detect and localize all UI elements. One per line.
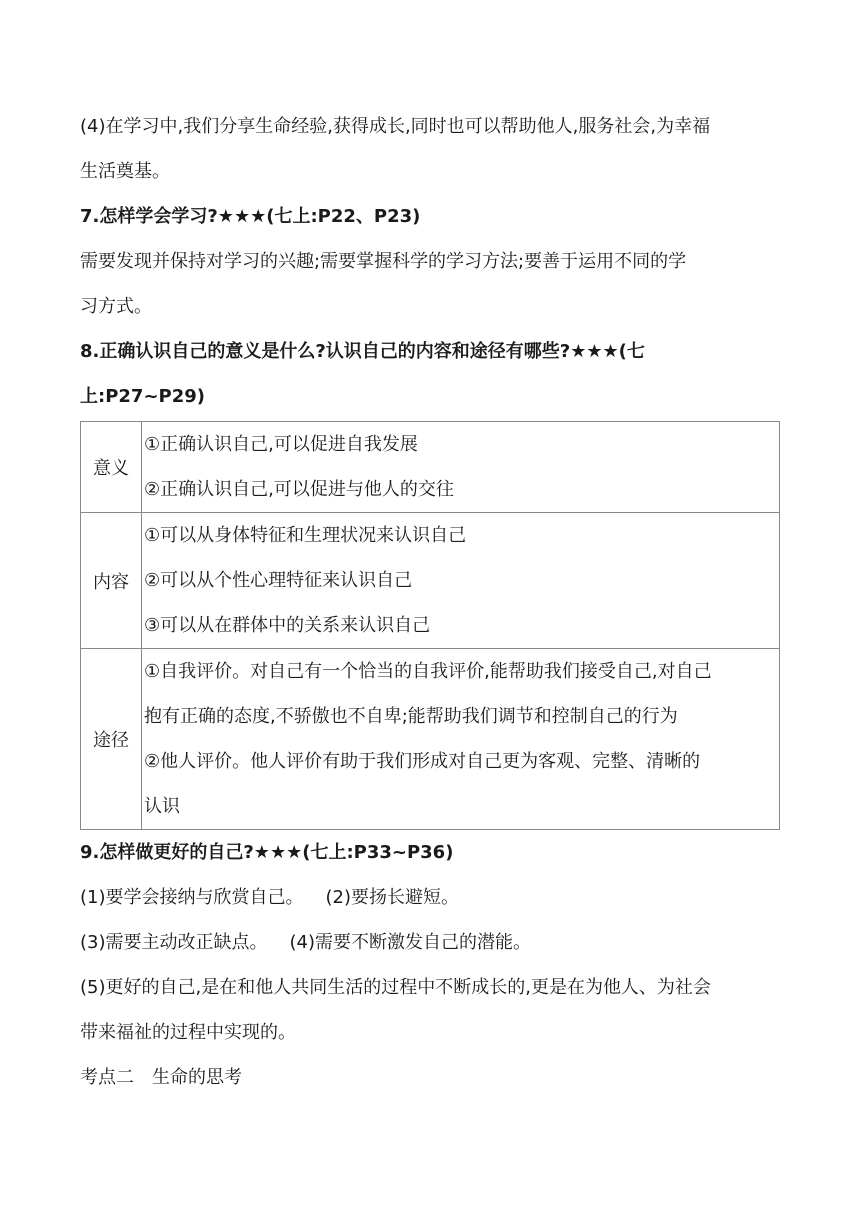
question-9-item-5 — [80, 965, 780, 1055]
cell-line: ①可以从身体特征和生理状况来认识自己 — [144, 525, 467, 546]
cell-line: ②正确认识自己,可以促进与他人的交往 — [144, 479, 454, 500]
section-title: 生命的思考 — [152, 1067, 242, 1088]
row-value — [142, 422, 780, 513]
cell-line: ②他人评价。他人评价有助于我们形成对自己更为客观、完整、清晰的 — [144, 751, 701, 772]
intro-paragraph — [80, 104, 780, 194]
row-key-meaning: 意义 — [81, 422, 142, 513]
question-7-heading: 7.怎样学会学习?★★★(七上:P22、P23) — [80, 206, 421, 227]
document-page — [80, 104, 780, 1100]
q7-answer-line-1: 需要发现并保持对学习的兴趣;需要掌握科学的学习方法;要善于运用不同的学 — [80, 251, 687, 272]
self-knowledge-table — [80, 421, 780, 830]
table-row — [81, 513, 780, 649]
table-row — [81, 649, 780, 830]
row-key-approach: 途径 — [81, 649, 142, 830]
cell-line: ③可以从在群体中的关系来认识自己 — [144, 615, 431, 636]
q8-title-line-1: 8.正确认识自己的意义是什么?认识自己的内容和途径有哪些?★★★(七 — [80, 341, 645, 362]
q9-item-3: (3)需要主动改正缺点。 — [80, 932, 268, 953]
row-value — [142, 649, 780, 830]
intro-line-2: 生活奠基。 — [80, 161, 170, 182]
section-label: 考点二 — [80, 1067, 134, 1088]
q8-title-line-2: 上:P27~P29) — [80, 386, 205, 407]
section-heading — [80, 1055, 780, 1100]
question-9-items-row-1 — [80, 875, 780, 920]
question-9-items-row-2 — [80, 920, 780, 965]
q9-item-2: (2)要扬长避短。 — [325, 887, 459, 908]
question-7-answer — [80, 239, 780, 329]
q9-item-4: (4)需要不断激发自己的潜能。 — [289, 932, 531, 953]
row-key-content: 内容 — [81, 513, 142, 649]
question-9-heading: 9.怎样做更好的自己?★★★(七上:P33~P36) — [80, 842, 454, 863]
cell-line: ②可以从个性心理特征来认识自己 — [144, 570, 413, 591]
row-value — [142, 513, 780, 649]
q9-item-5-line-2: 带来福祉的过程中实现的。 — [80, 1022, 296, 1043]
cell-line: 认识 — [144, 796, 180, 817]
q9-item-5-line-1: (5)更好的自己,是在和他人共同生活的过程中不断成长的,更是在为他人、为社会 — [80, 977, 711, 998]
cell-line: ①正确认识自己,可以促进自我发展 — [144, 434, 418, 455]
intro-line-1: (4)在学习中,我们分享生命经验,获得成长,同时也可以帮助他人,服务社会,为幸福 — [80, 116, 711, 137]
question-8-heading — [80, 329, 780, 419]
cell-line: ①自我评价。对自己有一个恰当的自我评价,能帮助我们接受自己,对自己 — [144, 661, 712, 682]
table-row — [81, 422, 780, 513]
cell-line: 抱有正确的态度,不骄傲也不自卑;能帮助我们调节和控制自己的行为 — [144, 706, 678, 727]
q9-item-1: (1)要学会接纳与欣赏自己。 — [80, 887, 304, 908]
q7-answer-line-2: 习方式。 — [80, 296, 152, 317]
